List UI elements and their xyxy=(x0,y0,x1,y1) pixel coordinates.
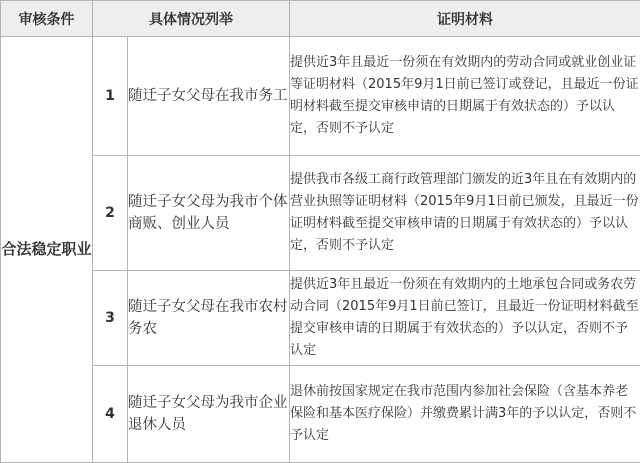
header-row xyxy=(1,1,640,37)
proof-cell: 提供近3年且最近一份须在有效期内的劳动合同或就业创业证等证明材料（2015年9月1日前已签订或登记，且最近一份证明材料截至提交审核申请的日期属于有效状态的）予以认定，否则不予认定 xyxy=(290,37,640,156)
row-number: 4 xyxy=(93,366,128,463)
situation-cell: 随迁子女父母在我市农村务农 xyxy=(128,271,290,366)
header-condition: 审核条件 xyxy=(1,1,93,37)
table-row xyxy=(1,366,640,463)
situation-cell: 随迁子女父母为我市企业退休人员 xyxy=(128,366,290,463)
proof-cell: 提供我市各级工商行政管理部门颁发的近3年且在有效期内的营业执照等证明材料（2015年9月1日前已颁发，且最近一份证明材料截至提交审核申请的日期属于有效状态的）予以认定，否则不予认定 xyxy=(290,156,640,271)
table-row xyxy=(1,156,640,271)
header-situation: 具体情况列举 xyxy=(93,1,290,37)
table-row xyxy=(1,37,640,156)
proof-cell: 退休前按国家规定在我市范围内参加社会保险（含基本养老保险和基本医疗保险）并缴费累计满3年的予以认定，否则不予认定 xyxy=(290,366,640,463)
row-number: 1 xyxy=(93,37,128,156)
header-proof: 证明材料 xyxy=(290,1,640,37)
row-number: 3 xyxy=(93,271,128,366)
situation-cell: 随迁子女父母在我市务工 xyxy=(128,37,290,156)
condition-cell: 合法稳定职业 xyxy=(1,37,93,463)
situation-cell: 随迁子女父母为我市个体商贩、创业人员 xyxy=(128,156,290,271)
table-row xyxy=(1,271,640,366)
proof-cell: 提供近3年且最近一份须在有效期内的土地承包合同或务农劳动合同（2015年9月1日前已签订，且最近一份证明材料截至提交审核申请的日期属于有效状态的）予以认定，否则不予认定 xyxy=(290,271,640,366)
row-number: 2 xyxy=(93,156,128,271)
